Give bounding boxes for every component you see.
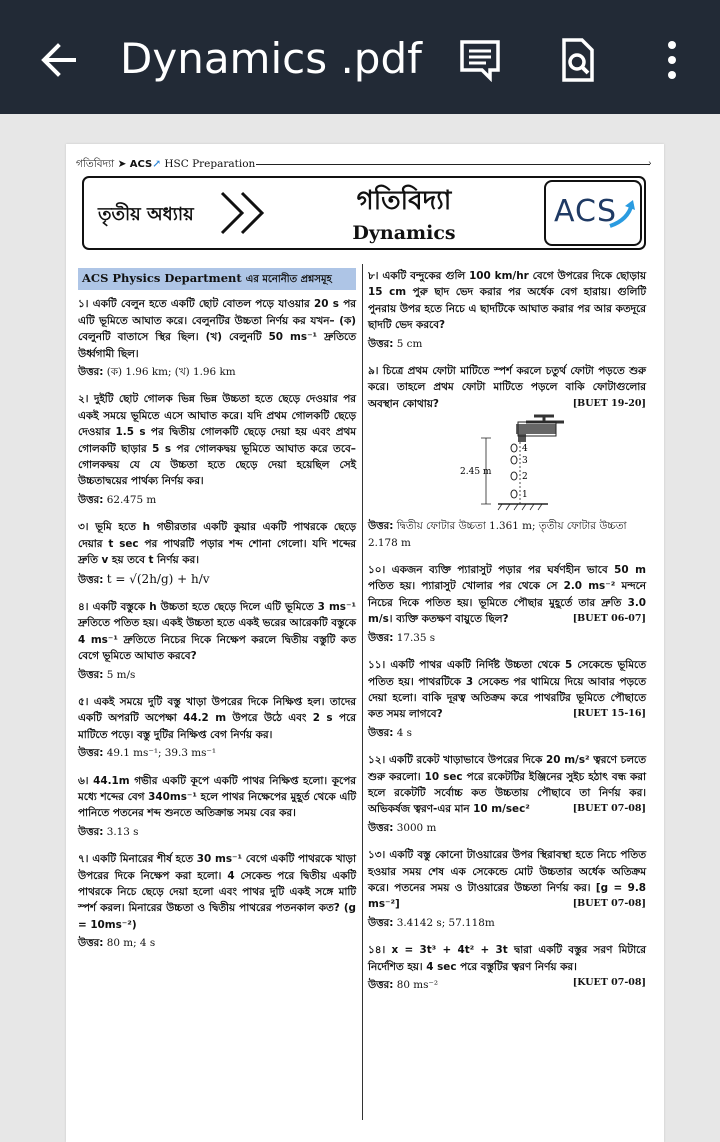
answer-value: 3.4142 s; 57.118m: [396, 916, 495, 929]
breadcrumb-arrow-icon: ➤: [117, 158, 127, 170]
acs-logo: [544, 180, 642, 246]
question-text: ৮। একটি বন্দুকের গুলি 100 km/hr বেগে উপরের দিকে ছোড়ায় 15 cm পুরু ছাদ ভেদ করার পর অর্ধেক বেগ হারায়। গুলিটি পুনরায় উপর হতে নিচে এ ছাদটিকে আঘাত করার পর আর কতদূরে ছাদটি ভেদ করবে?: [368, 270, 646, 332]
svg-text:1: 1: [522, 490, 528, 501]
answer-label: উত্তর:: [368, 520, 394, 533]
back-arrow-icon[interactable]: [38, 40, 78, 80]
left-column: [78, 268, 356, 963]
question-text: ২। দুইটি ছোট গোলক ভিন্ন ভিন্ন উচ্চতা হতে ছেড়ে দেওয়ার পর একই সময়ে ভূমিতে এসে আঘাত করে। যদি প্রথম গোলকটি ছেড়ে দেওয়ার 1.5 s পর দ্বিতীয় গোলকটি ছেড়ে দেয়া হয় এবং প্রথম গোলকটি ছাড়ার 5 s পর গোলকদ্বয় ভূমিতে আঘাত করে তবে– গোলকদ্বয় যে যে উচ্চতা হতে ছেড়ে দেয়া হয়েছিল সেই উচ্চতাদ্বয়ের পার্থক্য নির্ণয় কর।: [78, 393, 356, 488]
question-8: [368, 268, 646, 352]
answer-label: উত্তর:: [78, 366, 104, 379]
answer-value: 3000 m: [396, 821, 437, 834]
question-text: ১। একটি বেলুন হতে একটি ছোট বোতল পড়ে যাওয়ার 20 s পর এটি ভূমিতে আঘাত করে। বেলুনটির উচ্চতা নির্ণয় কর যখন– (ক) বেলুনটি বাতাসে স্থির ছিল। (খ) বেলুনটি 50 ms⁻¹ দ্রুতিতে উর্ধ্বগামী ছিল।: [78, 298, 356, 360]
question-text: ১১। একটি পাথর একটি নির্দিষ্ট উচ্চতা থেকে 5 সেকেন্ডে ভূমিতে পতিত হয়। পাথরটিকে 3 সেকেন্ড পর থামিয়ে দিয়ে আবার পড়তে দেয়া হলো। বাকি দূরত্ব অতিক্রম করে পাথরটির ভূমিতে পৌছাতে কত সময় লাগবে?: [368, 659, 646, 721]
answer: [78, 745, 356, 761]
breadcrumb-swoosh-icon: ↗: [152, 158, 161, 170]
answer: [78, 824, 356, 840]
exam-tag: [BUET 07-08]: [572, 898, 646, 910]
department-suffix: এর মনোনীত প্রশ্নসমূহ: [245, 274, 332, 285]
answer-value: 49.1 ms⁻¹; 39.3 ms⁻¹: [106, 747, 217, 760]
answer-value: 5 m/s: [106, 668, 136, 681]
tap-drops-figure: [368, 414, 646, 514]
question-text: ৭। একটি মিনারের শীর্ষ হতে 30 ms⁻¹ বেগে একটি পাথরকে খাড়া উপরের দিকে নিক্ষেপ করা হলো। 4 সেকেন্ড পরে দ্বিতীয় একটি পাথরকে নিচে ছেড়ে দেয়া হলো এবং পাথর দুটি একই সঙ্গে মাটি স্পর্শ করল। মিনারের উচ্চতা ও দ্বিতীয় পাথরের পতনকাল কত? (g = 10ms⁻²): [78, 853, 356, 931]
question-text: ১৪। x = 3t³ + 4t² + 3t দ্বারা একটি বস্তুর সরণ মিটারে নির্দেশিত হয়। 4 sec পরে বস্তুটির ত্বরণ নির্ণয় কর।: [368, 944, 646, 973]
exam-tag: [BUET 07-08]: [572, 803, 646, 815]
question-14: [368, 942, 646, 993]
pdf-page: [66, 144, 664, 1142]
breadcrumb: [76, 157, 255, 174]
question-text: ৫। একই সময়ে দুটি বস্তু খাড়া উপরের দিকে নিক্ষিপ্ত হল। তাদের একটি অপরটি অপেক্ষা 44.2 m উপরে উঠে এবং 2 s পরে মাটিতে পড়ে। বস্তু দুটির নিক্ষিপ্ত বেগ নির্ণয় কর।: [78, 695, 356, 741]
answer-label: উত্তর:: [368, 821, 394, 834]
exam-tag: [KUET 07-08]: [572, 977, 646, 988]
answer-value: 62.475 m: [106, 493, 157, 506]
svg-text:4: 4: [522, 444, 528, 455]
department-name: ACS Physics Department: [82, 271, 242, 285]
exam-tag: [BUET 19-20]: [572, 397, 646, 409]
answer-formula: t = √(2h/g) + h/v: [106, 571, 210, 586]
search-in-document-icon[interactable]: [556, 38, 600, 82]
logo-swoosh-icon: [608, 198, 638, 228]
answer-value: দ্বিতীয় ফোটার উচ্চতা 1.361 m; তৃতীয় ফোটার উচ্চতা 2.178 m: [368, 520, 627, 549]
svg-text:2.45 m: 2.45 m: [460, 467, 492, 478]
question-text-wrap: [368, 752, 646, 818]
question-5: [78, 694, 356, 762]
document-title: Dynamics .pdf: [120, 34, 422, 83]
answer: [368, 630, 646, 646]
answer: [78, 935, 356, 951]
chapter-banner: [82, 176, 646, 250]
answer-value: (ক) 1.96 km; (খ) 1.96 km: [106, 366, 236, 379]
answer-label: উত্তর:: [78, 747, 104, 760]
answer: [78, 571, 356, 588]
answer-value: 80 m; 4 s: [106, 937, 156, 950]
question-1: [78, 296, 356, 380]
app-bar: [0, 0, 720, 114]
answer-label: উত্তর:: [368, 979, 394, 991]
answer-label: উত্তর:: [78, 493, 104, 506]
answer-label: উত্তর:: [78, 937, 104, 950]
exam-tag: [RUET 15-16]: [572, 708, 646, 720]
question-12: [368, 752, 646, 836]
answer-value: 4 s: [396, 726, 412, 739]
answer: [368, 725, 646, 741]
answer: [78, 492, 356, 508]
breadcrumb-label: HSC Preparation: [164, 158, 256, 170]
question-10: [368, 562, 646, 646]
question-text: ১০। একজন ব্যক্তি প্যারাসুট পড়ার পর ঘর্ষণহীন ভাবে 50 m পতিত হয়। প্যারাসুট খোলার পর থেকে সে 2.0 ms⁻² মন্দনে নিচের দিকে পতিত হয়। ভূমিতে পৌছার মুহূর্তে তার দ্রুতি 3.0 m/s। ব্যক্তি কতক্ষণ বায়ুতে ছিল?: [368, 564, 646, 626]
svg-text:2: 2: [522, 472, 528, 483]
answer-label: উত্তর:: [78, 825, 104, 838]
answer-label: উত্তর:: [78, 668, 104, 681]
tap-drops-diagram: [368, 414, 646, 514]
answer-label: উত্তর:: [368, 631, 394, 644]
breadcrumb-chapter: গতিবিদ্যা: [76, 158, 115, 170]
question-4: [78, 599, 356, 683]
question-text: ১৩। একটি বস্তু কোনো টাওয়ারের উপর স্থিরাবস্থা হতে নিচে পতিত হওয়ার সময় শেষ এক সেকেন্ডে মোট উচ্চতার অর্ধেক অতিক্রম করে। পতনের সময় ও টাওয়ারের উচ্চতা নির্ণয় কর। [g = 9.8 ms⁻²]: [368, 849, 646, 911]
question-text: ৩। ভূমি হতে h গভীরতার একটি কুয়ার একটি পাথরকে ছেড়ে দেয়ার t sec পর পাথরটি পড়ার শব্দ শোনা গেলো। যদি শব্দের দ্রুতি v হয় তবে t নির্ণয় কর।: [78, 521, 356, 567]
answer: [368, 518, 646, 551]
question-3: [78, 519, 356, 588]
answer-label: উত্তর:: [78, 573, 104, 586]
answer-label: উত্তর:: [368, 916, 394, 929]
question-6: [78, 773, 356, 841]
question-text-wrap: [368, 847, 646, 913]
question-9: [368, 363, 646, 551]
question-7: [78, 851, 356, 951]
answer: [78, 667, 356, 683]
question-text-wrap: [368, 657, 646, 723]
answer: [368, 915, 646, 931]
answer: [368, 336, 646, 352]
question-text: ৬। 44.1m গভীর একটি কূপে একটি পাথর নিক্ষিপ্ত হলো। কূপের মধ্যে শব্দের বেগ 340ms⁻¹ হলে পাথর নিক্ষেপের মুহূর্ত থেকে এটি পানিতে পতনের শব্দ শুনতে অতিক্রান্ত সময় বের কর।: [78, 774, 356, 820]
acs-logo-text: ACS: [554, 194, 617, 229]
comment-icon[interactable]: [458, 38, 502, 82]
chapter-title: গতিবিদ্যা: [356, 186, 452, 216]
chapter-number: তৃতীয় অধ্যায়: [98, 204, 194, 225]
answer-label: উত্তর:: [368, 726, 394, 739]
question-text: ৯। চিত্রে প্রথম ফোটা মাটিতে স্পর্শ করলে চতুর্থ ফোটা পড়তে শুরু করে। তাহলে প্রথম ফোটা মাটিতে পড়লে বাকি ফোটাগুলোর অবস্থান কোথায়?: [368, 365, 646, 410]
answer-label: উত্তর:: [368, 337, 394, 350]
question-11: [368, 657, 646, 741]
question-text: ১২। একটি রকেট খাড়াভাবে উপরের দিকে 20 m/s² ত্বরণে চলতে শুরু করলো। 10 sec পরে রকেটটির ইঞ্জিনের সুইচ হঠাৎ বন্ধ করা হলে রকেটটি সর্বোচ্চ কত উচ্চতায় পৌছাবে তা নির্ণয় কর। অভিকর্ষজ ত্বরণ-এর মান 10 m/sec²: [368, 754, 646, 816]
answer-value: 17.35 s: [396, 631, 436, 644]
question-text-wrap: [368, 363, 646, 412]
exam-tag: [BUET 06-07]: [572, 613, 646, 625]
question-text: ৪। একটি বস্তুকে h উচ্চতা হতে ছেড়ে দিলে এটি ভূমিতে 3 ms⁻¹ দ্রুতিতে পতিত হয়। একই উচ্চতা হতে একই ভরের আরেকটি বস্তুকে 4 ms⁻¹ দ্রুতিতে নিচের দিকে নিক্ষেপ করলে দ্বিতীয় বস্তুটি কত বেগে ভূমিতে আঘাত করবে?: [78, 600, 356, 663]
answer: [78, 364, 356, 380]
chapter-subtitle: Dynamics: [352, 222, 456, 244]
double-chevron-icon: [218, 190, 272, 240]
more-vert-icon[interactable]: [650, 38, 694, 82]
answer-value: 5 cm: [396, 337, 423, 350]
answer-value: 80 ms⁻²: [396, 979, 439, 991]
answer: [368, 820, 646, 836]
svg-text:3: 3: [522, 456, 528, 467]
question-13: [368, 847, 646, 931]
department-heading: [78, 268, 356, 290]
right-column: [368, 268, 646, 1004]
question-text-wrap: [368, 562, 646, 628]
answer-value: 3.13 s: [106, 825, 139, 838]
question-2: [78, 391, 356, 508]
column-divider: [362, 264, 363, 1120]
breadcrumb-end-arrow-icon: ›: [648, 159, 652, 169]
breadcrumb-rule: [256, 164, 650, 165]
breadcrumb-brand: ACS: [129, 159, 153, 170]
